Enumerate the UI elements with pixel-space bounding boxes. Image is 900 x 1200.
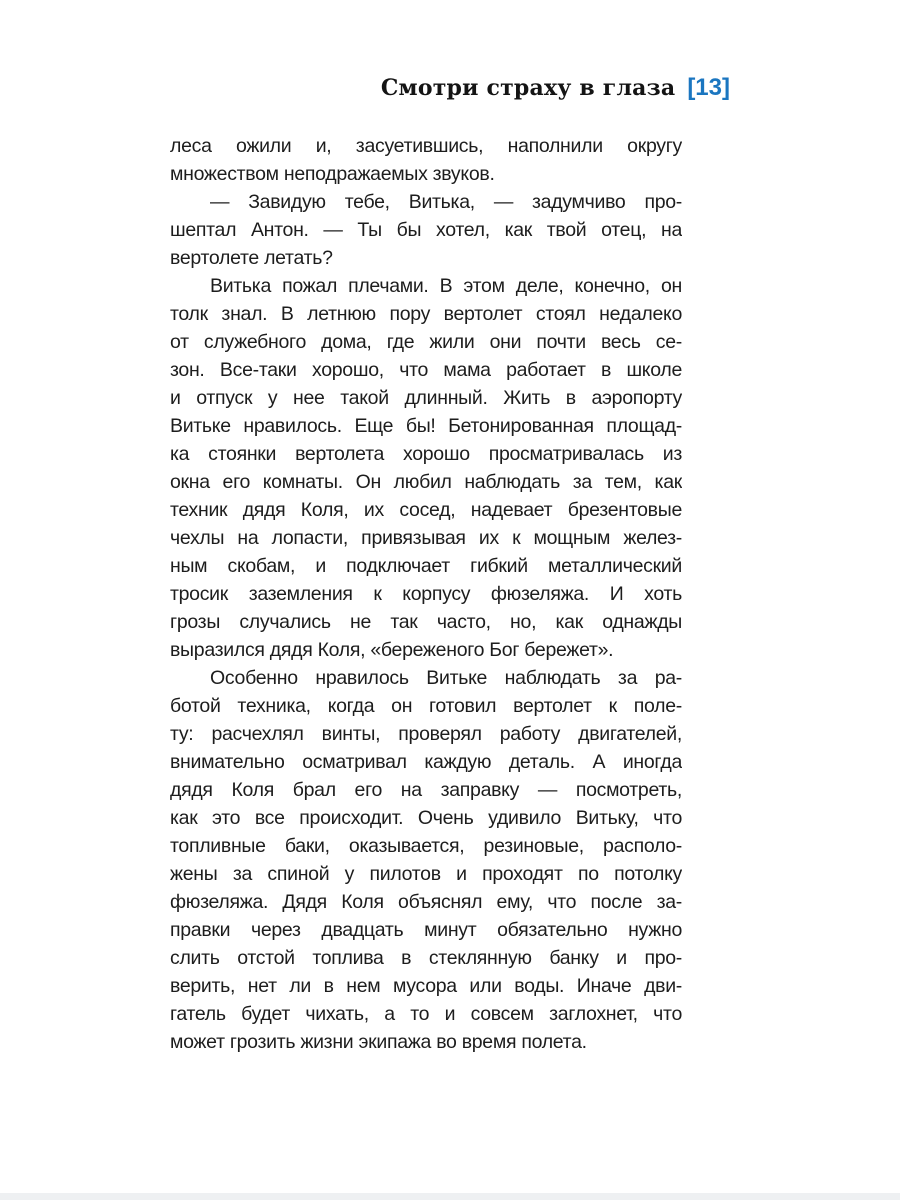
running-head bbox=[170, 74, 730, 102]
text-line: и отпуск у нее такой длинный. Жить в аэропорту bbox=[170, 387, 682, 409]
text-line: множеством неподражаемых звуков. bbox=[170, 163, 495, 185]
text-line: гатель будет чихать, а то и совсем заглохнет, что bbox=[170, 1003, 682, 1025]
text-line: топливные баки, оказывается, резиновые, располо- bbox=[170, 835, 682, 857]
text-line: окна его комнаты. Он любил наблюдать за тем, как bbox=[170, 471, 682, 493]
text-line: жены за спиной у пилотов и проходят по потолку bbox=[170, 863, 682, 885]
text-line: правки через двадцать минут обязательно нужно bbox=[170, 919, 682, 941]
text-line: выразился дядя Коля, «береженого Бог бережет». bbox=[170, 639, 614, 661]
text-line: шептал Антон. — Ты бы хотел, как твой отец, на bbox=[170, 219, 682, 241]
text-line: слить отстой топлива в стеклянную банку и про- bbox=[170, 947, 682, 969]
page-bottom-edge bbox=[0, 1193, 900, 1200]
text-line: верить, нет ли в нем мусора или воды. Иначе дви- bbox=[170, 975, 682, 997]
text-line: вертолете летать? bbox=[170, 247, 333, 269]
text-line: как это все происходит. Очень удивило Витьку, что bbox=[170, 807, 682, 829]
text-line: чехлы на лопасти, привязывая их к мощным желез- bbox=[170, 527, 682, 549]
body-text-block bbox=[170, 132, 682, 1056]
text-line: Витьке нравилось. Еще бы! Бетонированная площад- bbox=[170, 415, 682, 437]
text-line: ту: расчехлял винты, проверял работу двигателей, bbox=[170, 723, 682, 745]
text-line: техник дядя Коля, их сосед, надевает брезентовые bbox=[170, 499, 682, 521]
text-line: ка стоянки вертолета хорошо просматривалась из bbox=[170, 443, 682, 465]
text-line: от служебного дома, где жили они почти весь се- bbox=[170, 331, 682, 353]
text-line: внимательно осматривал каждую деталь. А иногда bbox=[170, 751, 682, 773]
text-line: ным скобам, и подключает гибкий металлический bbox=[170, 555, 682, 577]
text-line: Витька пожал плечами. В этом деле, конечно, он bbox=[210, 275, 682, 297]
text-line: может грозить жизни экипажа во время полета. bbox=[170, 1031, 587, 1053]
text-line: леса ожили и, засуетившись, наполнили округу bbox=[170, 135, 682, 157]
text-line: ботой техника, когда он готовил вертолет к поле- bbox=[170, 695, 682, 717]
chapter-title: Смотри страху в глаза bbox=[380, 75, 676, 101]
text-line: тросик заземления к корпусу фюзеляжа. И хоть bbox=[170, 583, 682, 605]
text-line: — Завидую тебе, Витька, — задумчиво про- bbox=[210, 191, 682, 213]
text-line: грозы случались не так часто, но, как однажды bbox=[170, 611, 682, 633]
text-line: Особенно нравилось Витьке наблюдать за ра- bbox=[210, 667, 682, 689]
text-line: дядя Коля брал его на заправку — посмотреть, bbox=[170, 779, 682, 801]
text-line: зон. Все-таки хорошо, что мама работает в школе bbox=[170, 359, 682, 381]
text-line: фюзеляжа. Дядя Коля объяснял ему, что после за- bbox=[170, 891, 682, 913]
text-line: толк знал. В летнюю пору вертолет стоял недалеко bbox=[170, 303, 682, 325]
page-number: [13] bbox=[687, 74, 730, 101]
